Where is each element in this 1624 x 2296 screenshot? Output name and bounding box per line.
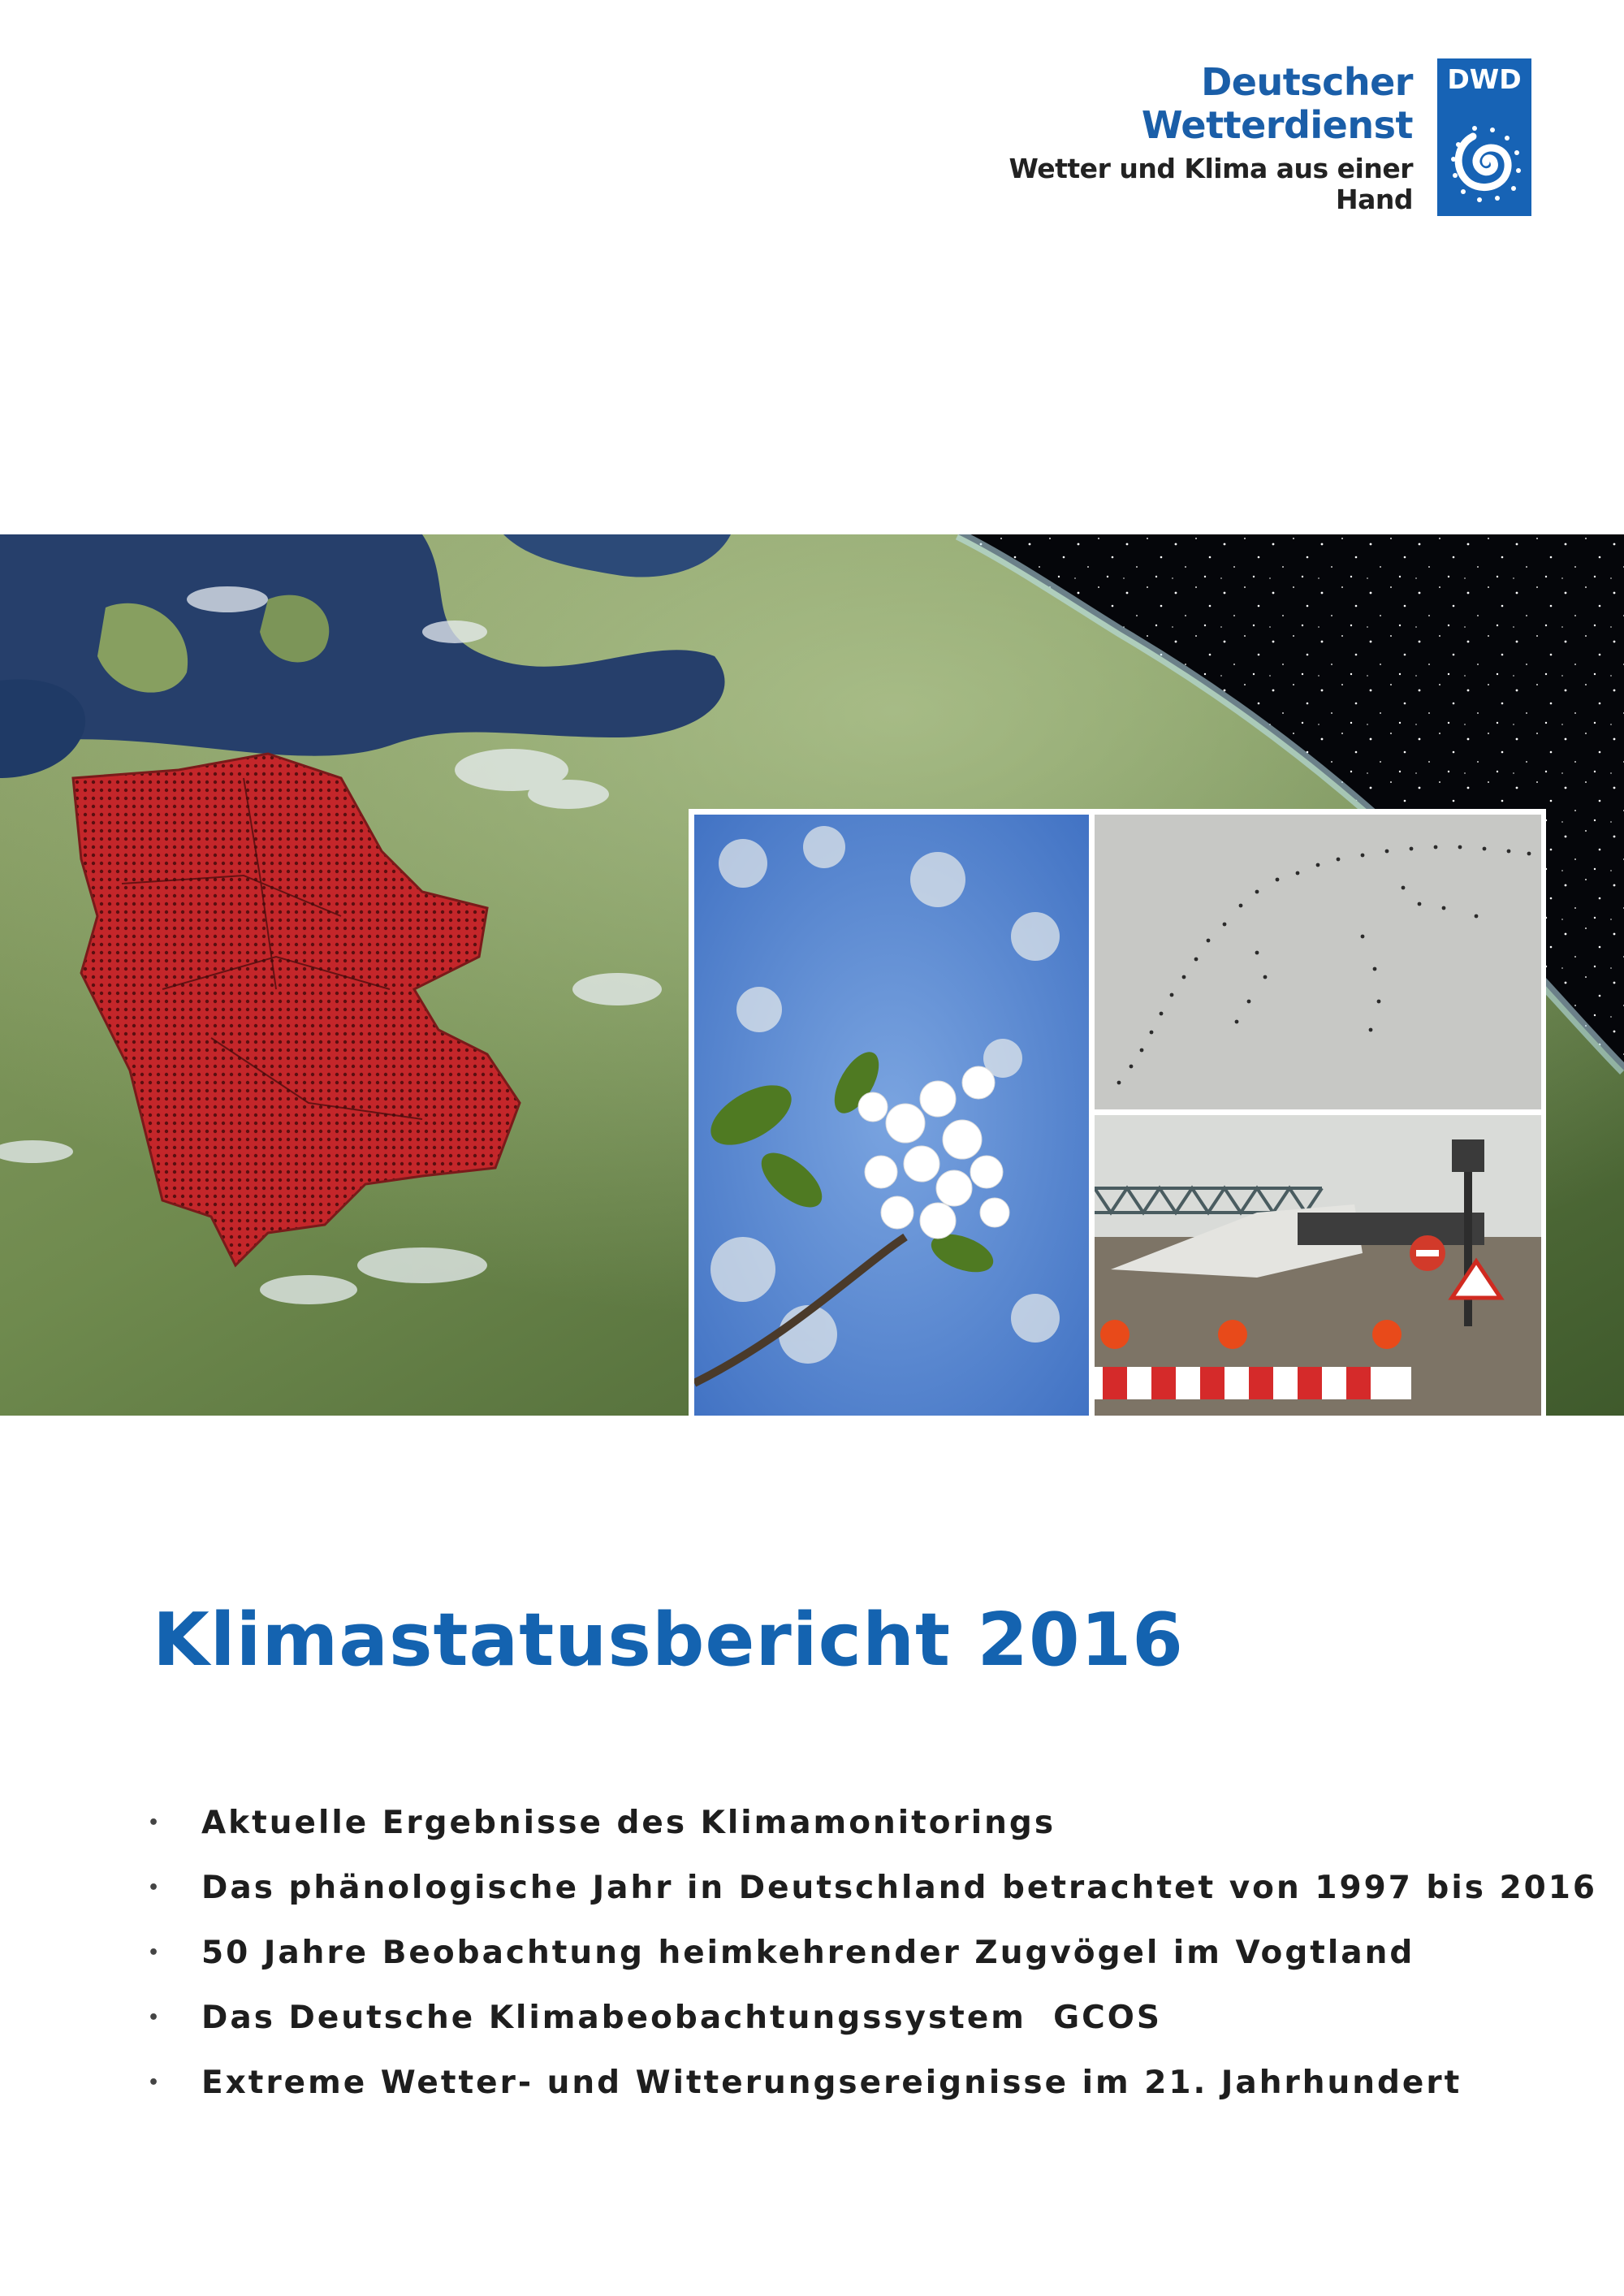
bullet-icon: • <box>148 2073 160 2093</box>
flood-photo <box>1095 1115 1541 1416</box>
hero-image <box>0 534 1624 1416</box>
bullet-icon: • <box>148 2008 160 2028</box>
bullet-icon: • <box>148 1813 160 1833</box>
list-item <box>146 2063 1597 2128</box>
topic-text: Das Deutsche Klimabeobachtungssystem GCOS <box>201 2000 1162 2036</box>
dwd-logo <box>1437 58 1531 216</box>
bird-flock-photo <box>1095 815 1541 1109</box>
dwd-logo-text: DWD <box>1447 63 1522 95</box>
topic-text: 50 Jahre Beobachtung heimkehrender Zugvögel im Vogtland <box>201 1935 1415 1971</box>
topic-text: Extreme Wetter- und Witterungsereignisse im 21. Jahrhundert <box>201 2065 1462 2101</box>
report-title: Klimastatusbericht 2016 <box>153 1598 1184 1683</box>
topic-text: Das phänologische Jahr in Deutschland betrachtet von 1997 bis 2016 <box>201 1870 1598 1906</box>
topic-list <box>146 1803 1597 2128</box>
list-item <box>146 1933 1597 1998</box>
topic-text: Aktuelle Ergebnisse des Klimamonitorings <box>201 1805 1056 1841</box>
brand-tagline: Wetter und Klima aus einer Hand <box>1009 152 1413 215</box>
spiral-icon <box>1437 112 1531 211</box>
bullet-icon: • <box>148 1943 160 1963</box>
list-item <box>146 1998 1597 2063</box>
brand-block <box>926 61 1413 215</box>
list-item <box>146 1803 1597 1868</box>
bullet-icon: • <box>148 1878 160 1898</box>
brand-name: Deutscher Wetterdienst <box>1141 60 1413 147</box>
list-item <box>146 1868 1597 1933</box>
cherry-blossom-photo <box>694 815 1089 1416</box>
